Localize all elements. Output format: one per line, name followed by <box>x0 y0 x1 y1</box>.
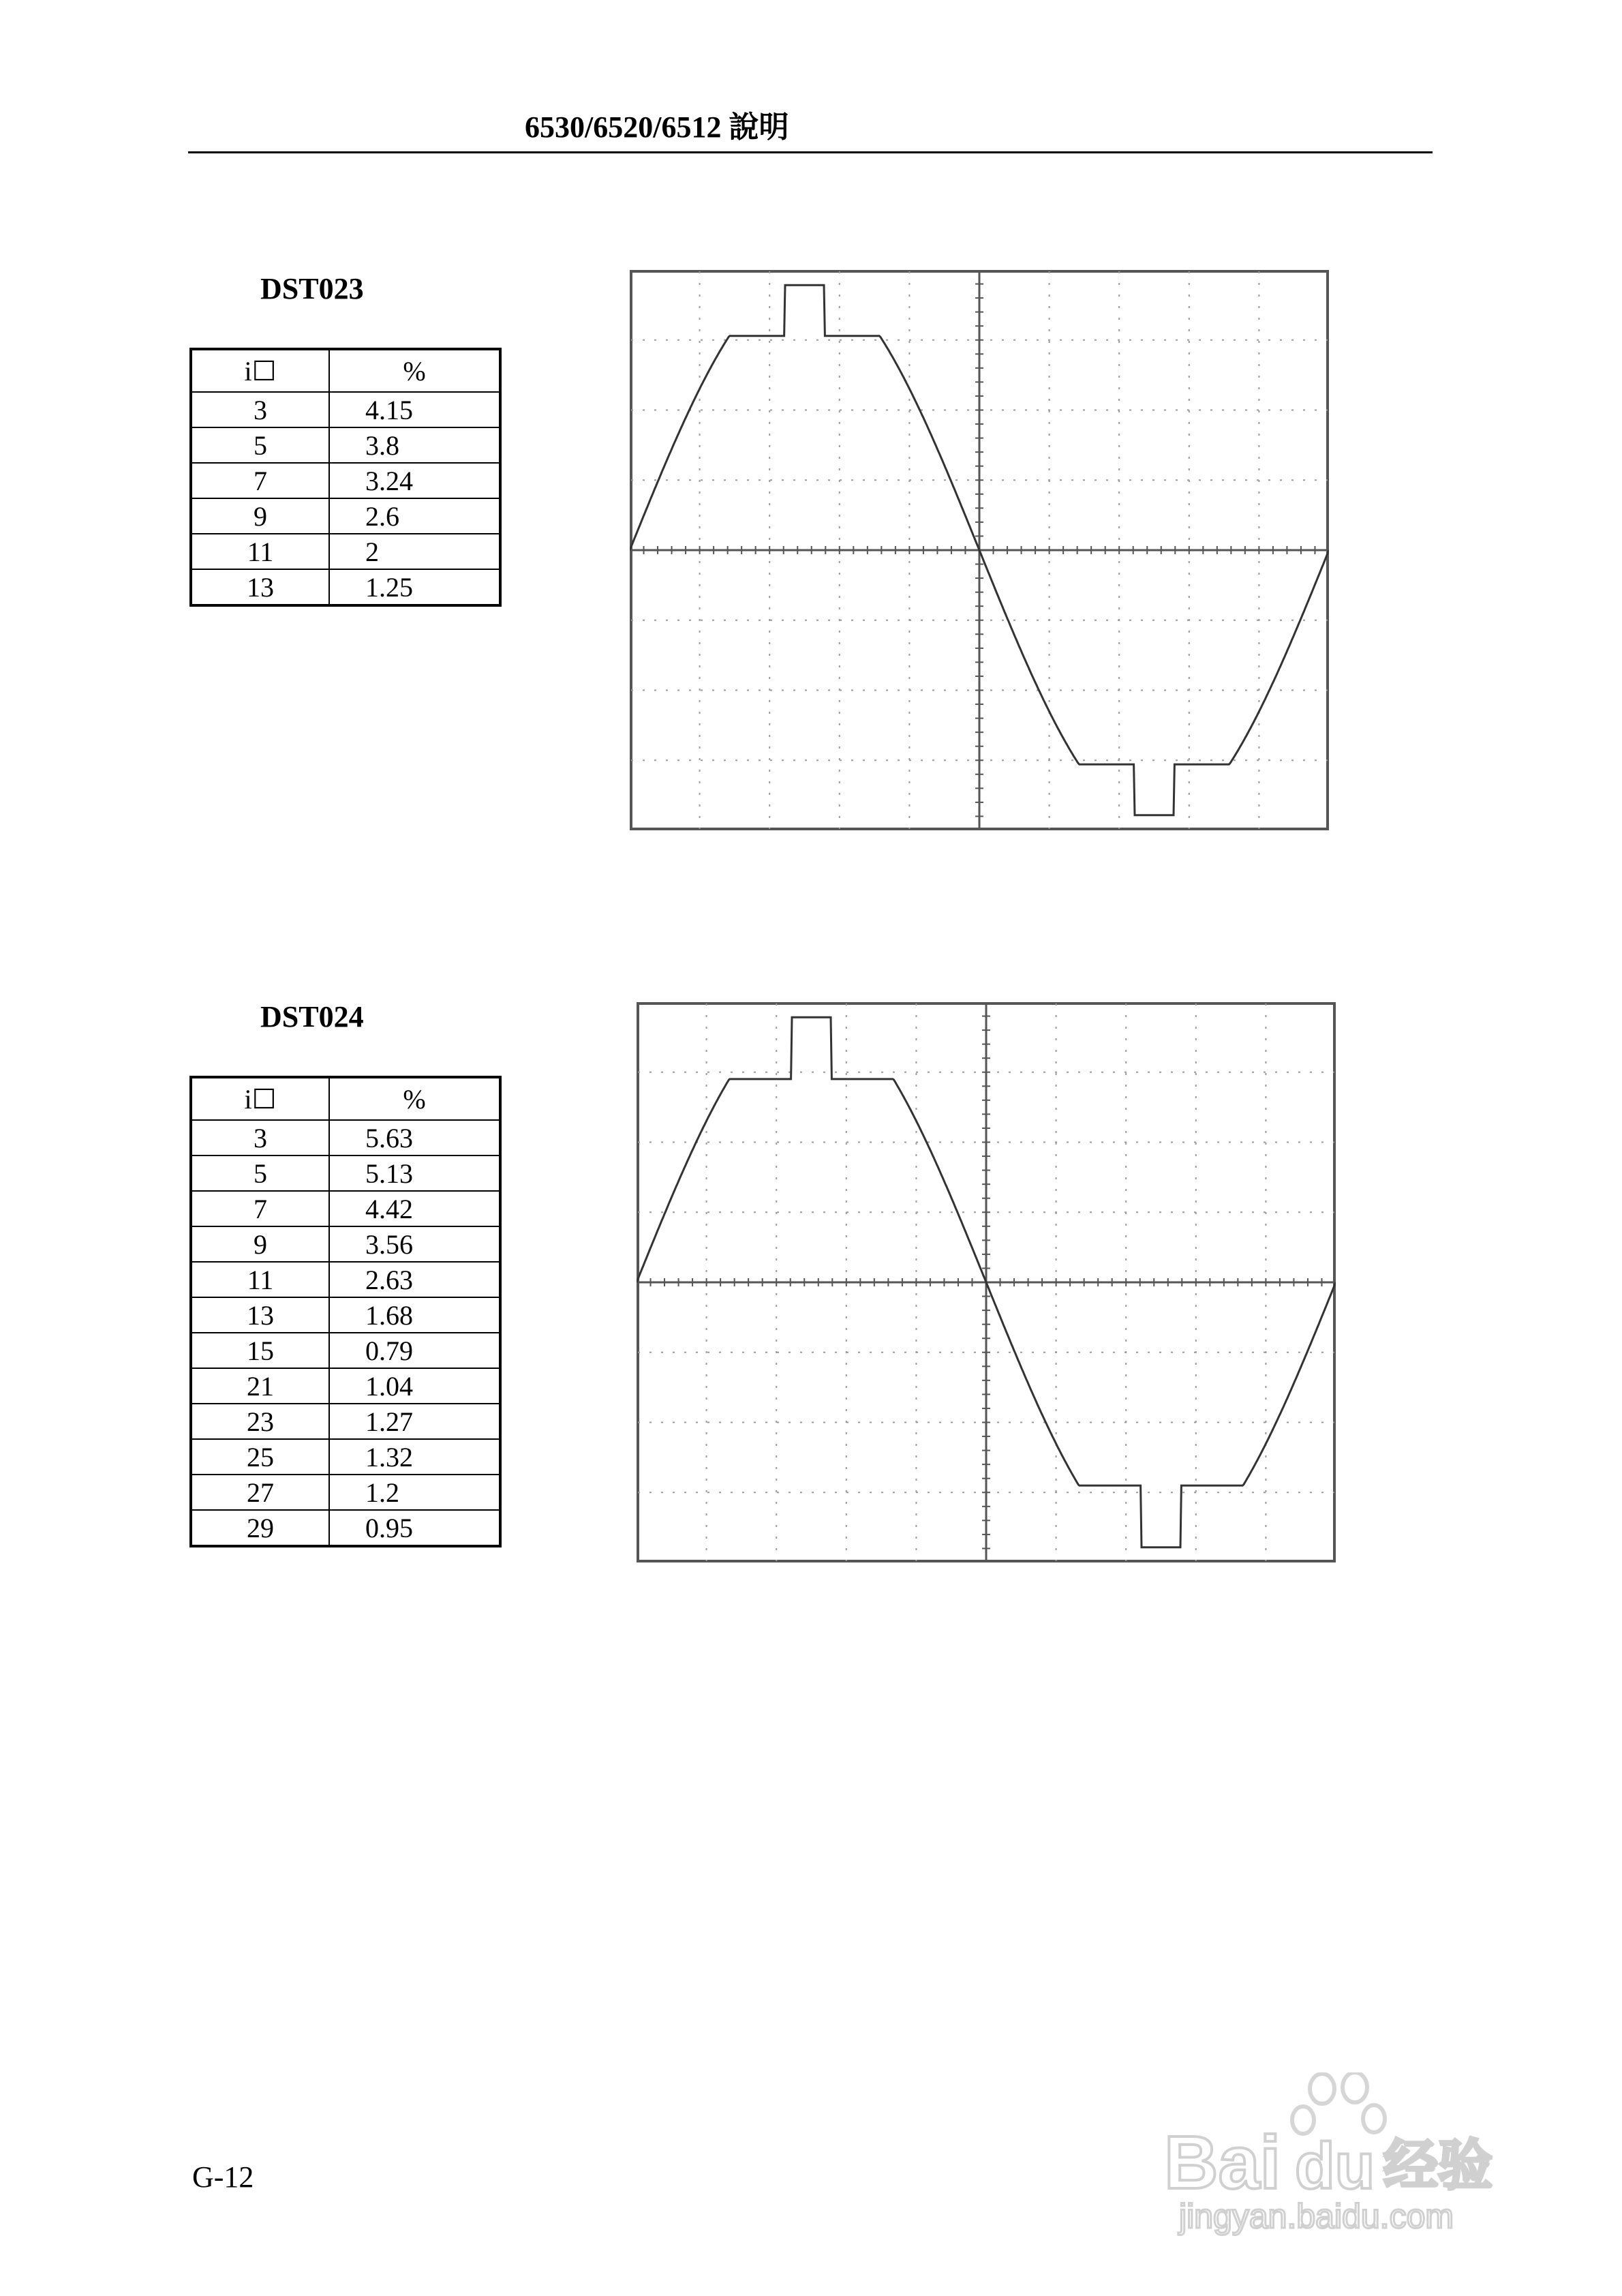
cell-harmonic-order: 25 <box>191 1439 329 1475</box>
cell-harmonic-percent: 5.63 <box>329 1120 500 1155</box>
cell-harmonic-percent: 1.68 <box>329 1297 500 1333</box>
column-header-order: i☐ <box>191 1077 329 1120</box>
watermark-cn: 经验 <box>1383 2134 1493 2197</box>
oscilloscope-waveform-dst023 <box>630 270 1329 830</box>
watermark-url: jingyan.baidu.com <box>1179 2197 1454 2235</box>
cell-harmonic-percent: 5.13 <box>329 1155 500 1191</box>
table-header-row <box>191 1077 500 1120</box>
cell-harmonic-order: 29 <box>191 1510 329 1546</box>
table-row <box>191 1404 500 1439</box>
cell-harmonic-order: 5 <box>191 1155 329 1191</box>
column-header-percent: % <box>329 349 500 392</box>
cell-harmonic-order: 3 <box>191 392 329 427</box>
page-number: G-12 <box>192 2160 254 2194</box>
section-label-dst024: DST024 <box>260 1000 364 1033</box>
cell-harmonic-percent: 2 <box>329 534 500 569</box>
cell-harmonic-order: 11 <box>191 1262 329 1297</box>
column-header-order: i☐ <box>191 349 329 392</box>
table-row <box>191 1226 500 1262</box>
table-row <box>191 1333 500 1368</box>
cell-harmonic-order: 15 <box>191 1333 329 1368</box>
cell-harmonic-percent: 2.63 <box>329 1262 500 1297</box>
harmonic-table-dst024 <box>189 1076 502 1547</box>
cell-harmonic-order: 9 <box>191 498 329 534</box>
cell-harmonic-order: 13 <box>191 1297 329 1333</box>
cell-harmonic-percent: 2.6 <box>329 498 500 534</box>
paw-toe-icon <box>1343 2072 1367 2102</box>
cell-harmonic-percent: 4.42 <box>329 1191 500 1226</box>
section-label-dst023: DST023 <box>260 272 364 305</box>
cell-harmonic-percent: 1.04 <box>329 1368 500 1404</box>
watermark-brand: Bai <box>1164 2121 1281 2205</box>
paw-toe-icon <box>1363 2105 1385 2132</box>
header-rule <box>188 151 1433 153</box>
oscilloscope-waveform-dst024 <box>637 1002 1336 1562</box>
cell-harmonic-order: 23 <box>191 1404 329 1439</box>
table-header-row <box>191 349 500 392</box>
cell-harmonic-percent: 3.8 <box>329 427 500 463</box>
watermark-brand-du: du <box>1295 2130 1375 2203</box>
cell-harmonic-percent: 1.32 <box>329 1439 500 1475</box>
cell-harmonic-percent: 4.15 <box>329 392 500 427</box>
cell-harmonic-order: 21 <box>191 1368 329 1404</box>
cell-harmonic-percent: 1.2 <box>329 1475 500 1510</box>
cell-harmonic-percent: 0.95 <box>329 1510 500 1546</box>
table-row <box>191 534 500 569</box>
table-row <box>191 1191 500 1226</box>
cell-harmonic-order: 9 <box>191 1226 329 1262</box>
table-row <box>191 1262 500 1297</box>
cell-harmonic-order: 11 <box>191 534 329 569</box>
cell-harmonic-percent: 0.79 <box>329 1333 500 1368</box>
cell-harmonic-percent: 1.27 <box>329 1404 500 1439</box>
cell-harmonic-order: 5 <box>191 427 329 463</box>
table-row <box>191 1510 500 1546</box>
cell-harmonic-order: 7 <box>191 463 329 498</box>
harmonic-table-dst023 <box>189 348 502 607</box>
table-row <box>191 1297 500 1333</box>
cell-harmonic-order: 27 <box>191 1475 329 1510</box>
paw-toe-icon <box>1310 2074 1334 2104</box>
table-row <box>191 1475 500 1510</box>
table-row <box>191 1155 500 1191</box>
cell-harmonic-order: 7 <box>191 1191 329 1226</box>
cell-harmonic-percent: 1.25 <box>329 569 500 605</box>
table-row <box>191 569 500 605</box>
baidu-jingyan-watermark <box>1152 2072 1533 2236</box>
table-row <box>191 427 500 463</box>
page-header-title: 6530/6520/6512 說明 <box>525 110 789 144</box>
cell-harmonic-order: 13 <box>191 569 329 605</box>
cell-harmonic-percent: 3.24 <box>329 463 500 498</box>
table-row <box>191 392 500 427</box>
table-row <box>191 1120 500 1155</box>
table-row <box>191 1368 500 1404</box>
cell-harmonic-percent: 3.56 <box>329 1226 500 1262</box>
table-row <box>191 1439 500 1475</box>
table-row <box>191 463 500 498</box>
table-row <box>191 498 500 534</box>
column-header-percent: % <box>329 1077 500 1120</box>
cell-harmonic-order: 3 <box>191 1120 329 1155</box>
